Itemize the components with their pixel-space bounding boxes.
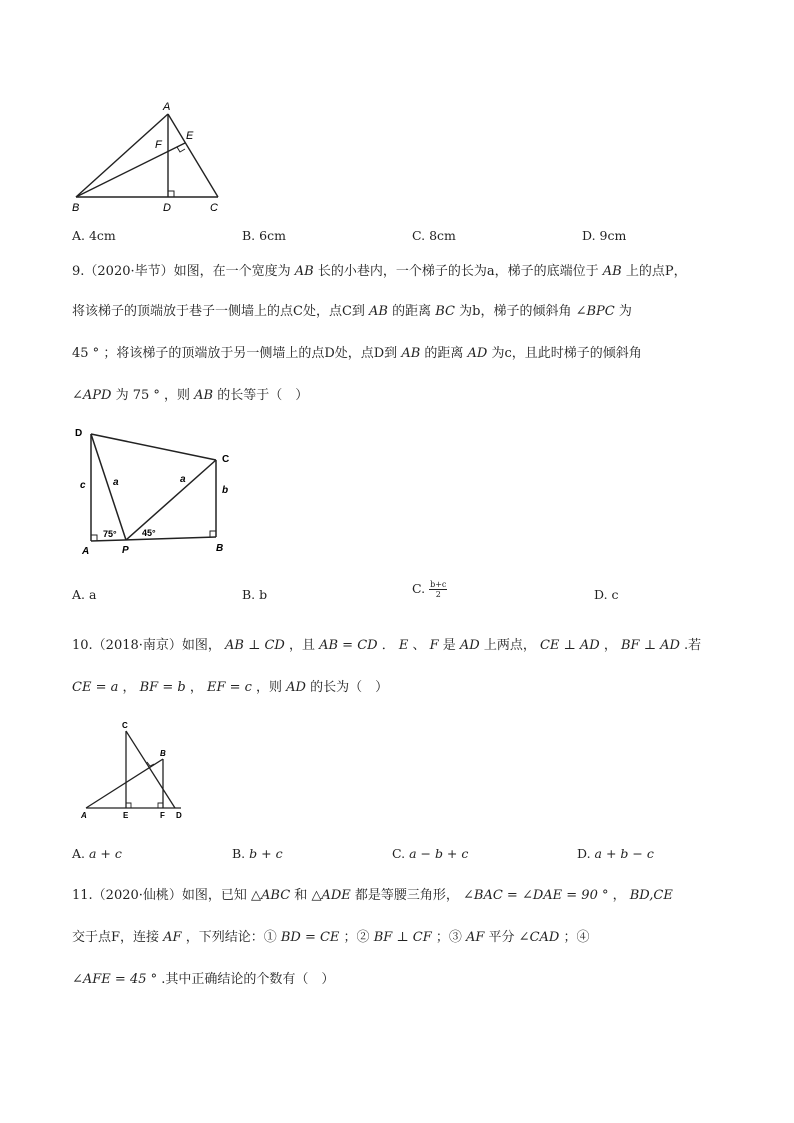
q9-option-d[interactable]: D. c — [594, 587, 619, 602]
q10-label-A: A — [81, 811, 87, 820]
q9-label-D: D — [75, 428, 83, 439]
q8-label-F: F — [155, 139, 162, 151]
q8-label-E: E — [186, 130, 194, 142]
q9-option-b[interactable]: B. b — [242, 587, 268, 602]
q10-label-C: C — [122, 721, 128, 730]
q10-figure — [74, 718, 194, 824]
q9-label-b: b — [222, 485, 229, 496]
q8-option-b[interactable]: B. 6cm — [242, 228, 286, 243]
q9-stem-line-3: 45 ° ；将该梯子的顶端放于另一侧墙上的点D处，点D到 AB 的距离 AD 为c，且此时梯子的倾斜角 — [72, 346, 642, 361]
q8-label-D: D — [163, 202, 171, 214]
q8-option-c[interactable]: C. 8cm — [412, 228, 456, 243]
q9-stem-line-4: ∠APD 为 75 ° ，则 AB 的长等于（ ） — [72, 388, 309, 403]
q9-label-angle-45: 45° — [142, 528, 156, 538]
q9-option-a[interactable]: A. a — [72, 587, 97, 602]
q9-label-c: c — [80, 480, 86, 491]
q9-label-B: B — [216, 543, 224, 554]
q9-label-a-left: a — [113, 477, 119, 488]
q9-label-A: A — [82, 546, 90, 557]
q8-option-a[interactable]: A. 4cm — [72, 228, 116, 243]
q8-option-d[interactable]: D. 9cm — [582, 228, 627, 243]
q9-label-C: C — [222, 454, 230, 465]
q9-stem-line-1: 9.（2020·毕节）如图，在一个宽度为 AB 长的小巷内，一个梯子的长为a，梯子的底端位于 AB 上的点P， — [72, 264, 687, 279]
q9-option-c[interactable]: C. $\frac{b+c}{2}$ — [412, 580, 447, 599]
q11-stem-line-1: 11.（2020·仙桃）如图，已知 △ABC 和 △ADE 都是等腰三角形， ∠BAC = ∠DAE = 90 ° ， BD,CE — [72, 888, 673, 903]
q10-option-d[interactable]: D. a + b − c — [577, 846, 654, 861]
q11-stem-line-3: ∠AFE = 45 ° .其中正确结论的个数有（ ） — [72, 972, 335, 987]
q10-option-c[interactable]: C. a − b + c — [392, 846, 469, 861]
q9-stem-line-2: 将该梯子的顶端放于巷子一侧墙上的点C处，点C到 AB 的距离 BC 为b，梯子的倾斜角 ∠BPC 为 — [72, 304, 632, 319]
q10-label-E: E — [123, 811, 129, 820]
q10-stem-line-2: CE = a ， BF = b ， EF = c ，则 AD 的长为（ ） — [72, 680, 389, 695]
q10-label-B: B — [160, 749, 166, 758]
q11-stem-line-2: 交于点F，连接 AF ，下列结论：① BD = CE ；② BF ⊥ CF ；③ AF 平分 ∠CAD ；④ — [72, 930, 590, 945]
q9-figure — [70, 424, 240, 560]
q9-label-angle-75: 75° — [103, 529, 117, 539]
q9-label-P: P — [122, 545, 129, 556]
q10-stem-line-1: 10.（2018·南京）如图， AB ⊥ CD ，且 AB = CD ． E 、 F 是 AD 上两点， CE ⊥ AD ， BF ⊥ AD .若 — [72, 638, 702, 653]
q8-label-C: C — [210, 202, 218, 214]
q10-label-D: D — [176, 811, 182, 820]
q9-option-c-fraction: $\frac{b+c}{2}$ — [430, 580, 447, 599]
q10-label-F: F — [160, 811, 165, 820]
q8-label-A: A — [163, 101, 171, 113]
q10-option-a[interactable]: A. a + c — [72, 846, 122, 861]
q8-label-B: B — [72, 202, 80, 214]
q10-option-b[interactable]: B. b + c — [232, 846, 283, 861]
q9-label-a-right: a — [180, 474, 186, 485]
q8-figure — [60, 96, 240, 220]
